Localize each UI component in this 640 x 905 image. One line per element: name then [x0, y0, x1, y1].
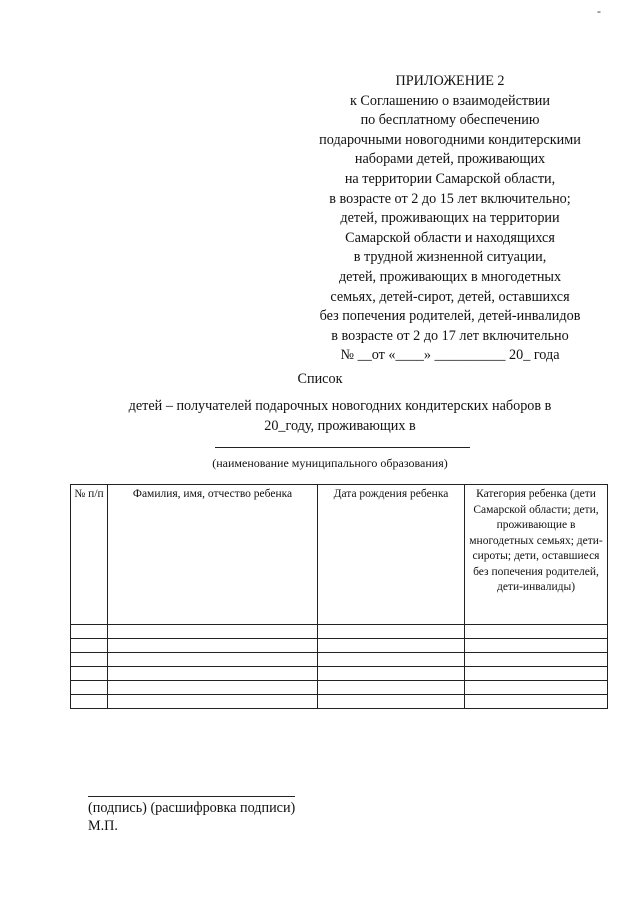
table-cell — [318, 681, 465, 695]
table-cell — [71, 639, 108, 653]
appendix-line: к Соглашению о взаимодействии — [349, 92, 550, 109]
signature-fill-line — [88, 796, 295, 797]
list-subtitle — [90, 396, 590, 436]
table-cell — [465, 681, 608, 695]
table-row — [71, 667, 608, 681]
appendix-line: семьях, детей-сирот, детей, оставшихся — [330, 288, 570, 305]
municipality-caption: (наименование муниципального образования) — [212, 456, 448, 470]
table-cell — [318, 639, 465, 653]
table-cell — [318, 625, 465, 639]
municipality-fill-line — [215, 447, 470, 448]
table-cell — [71, 653, 108, 667]
table-cell — [465, 667, 608, 681]
table-cell — [465, 695, 608, 709]
table-cell — [108, 625, 318, 639]
table-cell — [71, 681, 108, 695]
corner-mark: - — [597, 4, 601, 18]
table-cell — [318, 653, 465, 667]
appendix-line: по бесплатному обеспечению — [360, 112, 540, 129]
column-header-full-name: Фамилия, имя, отчество ребенка — [108, 485, 318, 625]
table-cell — [71, 695, 108, 709]
table-row — [71, 639, 608, 653]
table-cell — [318, 695, 465, 709]
column-header-birth-date: Дата рождения ребенка — [318, 485, 465, 625]
appendix-line: детей, проживающих в многодетных — [338, 268, 562, 285]
table-cell — [71, 667, 108, 681]
appendix-line: наборами детей, проживающих — [354, 151, 546, 168]
table-header-row — [71, 485, 608, 625]
table-cell — [465, 639, 608, 653]
table-row — [71, 625, 608, 639]
table-body — [71, 625, 608, 709]
table-cell — [465, 653, 608, 667]
appendix-line: подарочными новогодними кондитерскими — [319, 131, 581, 148]
table-row — [71, 681, 608, 695]
table-cell — [108, 695, 318, 709]
table-cell — [108, 653, 318, 667]
table-row — [71, 695, 608, 709]
table-cell — [108, 667, 318, 681]
appendix-line: без попечения родителей, детей-инвалидов — [319, 308, 581, 325]
stamp-label: М.П. — [88, 818, 118, 834]
column-header-category: Категория ребенка (дети Самарской области; дети, проживающие в многодетных семьях; дети-сироты; дети, оставшиеся без попечения родителей, дети-инвалиды) — [465, 485, 608, 625]
table-row — [71, 653, 608, 667]
table-cell — [108, 681, 318, 695]
appendix-number-date-line: № __от «____» __________ 20_ года — [340, 347, 560, 364]
column-header-number: № п/п — [71, 485, 108, 625]
signature-caption: (подпись) (расшифровка подписи) — [88, 800, 296, 816]
appendix-line: на территории Самарской области, — [344, 170, 556, 187]
list-subtitle-line-2: 20_году, проживающих в — [264, 418, 416, 434]
table-cell — [465, 625, 608, 639]
list-title: Список — [297, 371, 343, 387]
children-list-table — [70, 484, 608, 709]
appendix-line: в возрасте от 2 до 17 лет включительно — [331, 327, 569, 344]
table-cell — [318, 667, 465, 681]
appendix-title: ПРИЛОЖЕНИЕ 2 — [395, 73, 505, 89]
table-cell — [108, 639, 318, 653]
table-cell — [71, 625, 108, 639]
appendix-line: в возрасте от 2 до 15 лет включительно; — [329, 190, 571, 207]
appendix-line: Самарской области и находящихся — [345, 229, 555, 246]
appendix-line: в трудной жизненной ситуации, — [353, 249, 547, 266]
appendix-header — [290, 72, 610, 366]
list-subtitle-line-1: детей – получателей подарочных новогодних кондитерских наборов в — [128, 398, 552, 414]
appendix-line: детей, проживающих на территории — [340, 210, 560, 227]
